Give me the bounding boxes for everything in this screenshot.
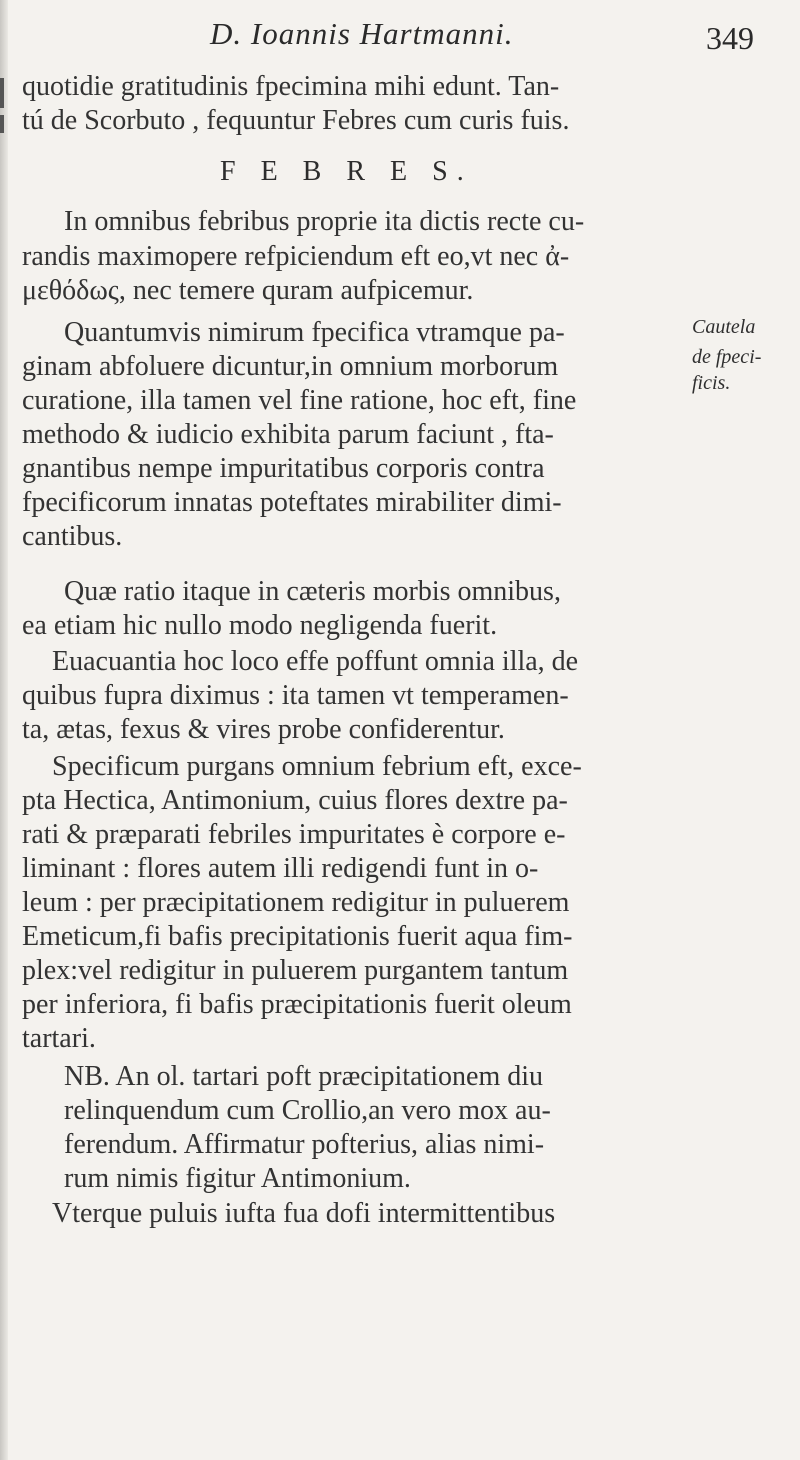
text-line: leum : per præcipitationem redigitur in puluerem xyxy=(22,887,570,918)
section-heading: F E B R E S. xyxy=(220,156,473,187)
text-line: tartari. xyxy=(22,1023,96,1054)
text-line: Vterque puluis iufta fua dofi intermittentibus xyxy=(52,1198,556,1229)
margin-note: Cautela xyxy=(692,316,756,338)
page-header xyxy=(0,14,800,64)
text-line: rum nimis figitur Antimonium. xyxy=(64,1163,411,1194)
text-line: per inferiora, fi bafis præcipitationis fuerit oleum xyxy=(22,989,572,1020)
text-line: quibus fupra diximus : ita tamen vt temperamen- xyxy=(22,680,569,711)
running-head: D. Ioannis Hartmanni. xyxy=(210,16,514,51)
text-line: Euacuantia hoc loco effe poffunt omnia illa, de xyxy=(52,646,579,677)
binding-mark xyxy=(0,78,4,108)
text-line: liminant : flores autem illi redigendi funt in o- xyxy=(22,853,539,884)
text-line: quotidie gratitudinis fpecimina mihi edunt. Tan- xyxy=(22,71,560,102)
margin-note: de fpeci- xyxy=(692,346,762,368)
page-number: 349 xyxy=(706,20,754,56)
text-line: NB. An ol. tartari poft præcipitationem diu xyxy=(64,1061,544,1092)
text-line: methodo & iudicio exhibita parum faciunt , fta- xyxy=(22,419,554,450)
text-line: pta Hectica, Antimonium, cuius flores dextre pa- xyxy=(22,785,568,816)
text-line: In omnibus febribus proprie ita dictis recte cu- xyxy=(64,206,585,237)
text-line: gnantibus nempe impuritatibus corporis contra xyxy=(22,453,545,484)
margin-note: ficis. xyxy=(692,372,731,394)
text-line: cantibus. xyxy=(22,521,123,552)
text-line: ta, ætas, fexus & vires probe confiderentur. xyxy=(22,714,505,745)
binding-mark xyxy=(0,115,4,133)
text-line: Emeticum,fi bafis precipitationis fuerit aqua fim- xyxy=(22,921,573,952)
binding-edge xyxy=(0,0,8,1460)
text-line: plex:vel redigitur in puluerem purgantem tantum xyxy=(22,955,569,986)
text-line: relinquendum cum Crollio,an vero mox au- xyxy=(64,1095,551,1126)
text-line: fpecificorum innatas poteftates mirabiliter dimi- xyxy=(22,487,562,518)
text-line: curatione, illa tamen vel fine ratione, hoc eft, fine xyxy=(22,385,577,416)
text-line: rati & præparati febriles impuritates è corpore e- xyxy=(22,819,566,850)
text-line: Quæ ratio itaque in cæteris morbis omnibus, xyxy=(64,576,561,607)
text-line: Quantumvis nimirum fpecifica vtramque pa- xyxy=(64,317,565,348)
text-line: randis maximopere refpiciendum eft eo,vt nec ἀ- xyxy=(22,241,570,272)
text-line: ea etiam hic nullo modo negligenda fuerit. xyxy=(22,610,498,641)
text-line: tú de Scorbuto , fequuntur Febres cum curis fuis. xyxy=(22,105,570,136)
text-line: Specificum purgans omnium febrium eft, exce- xyxy=(52,751,582,782)
text-line: ginam abfoluere dicuntur,in omnium morborum xyxy=(22,351,559,382)
text-line: ferendum. Affirmatur pofterius, alias nimi- xyxy=(64,1129,545,1160)
text-line: μεθόδως, nec temere quram aufpicemur. xyxy=(22,275,474,306)
